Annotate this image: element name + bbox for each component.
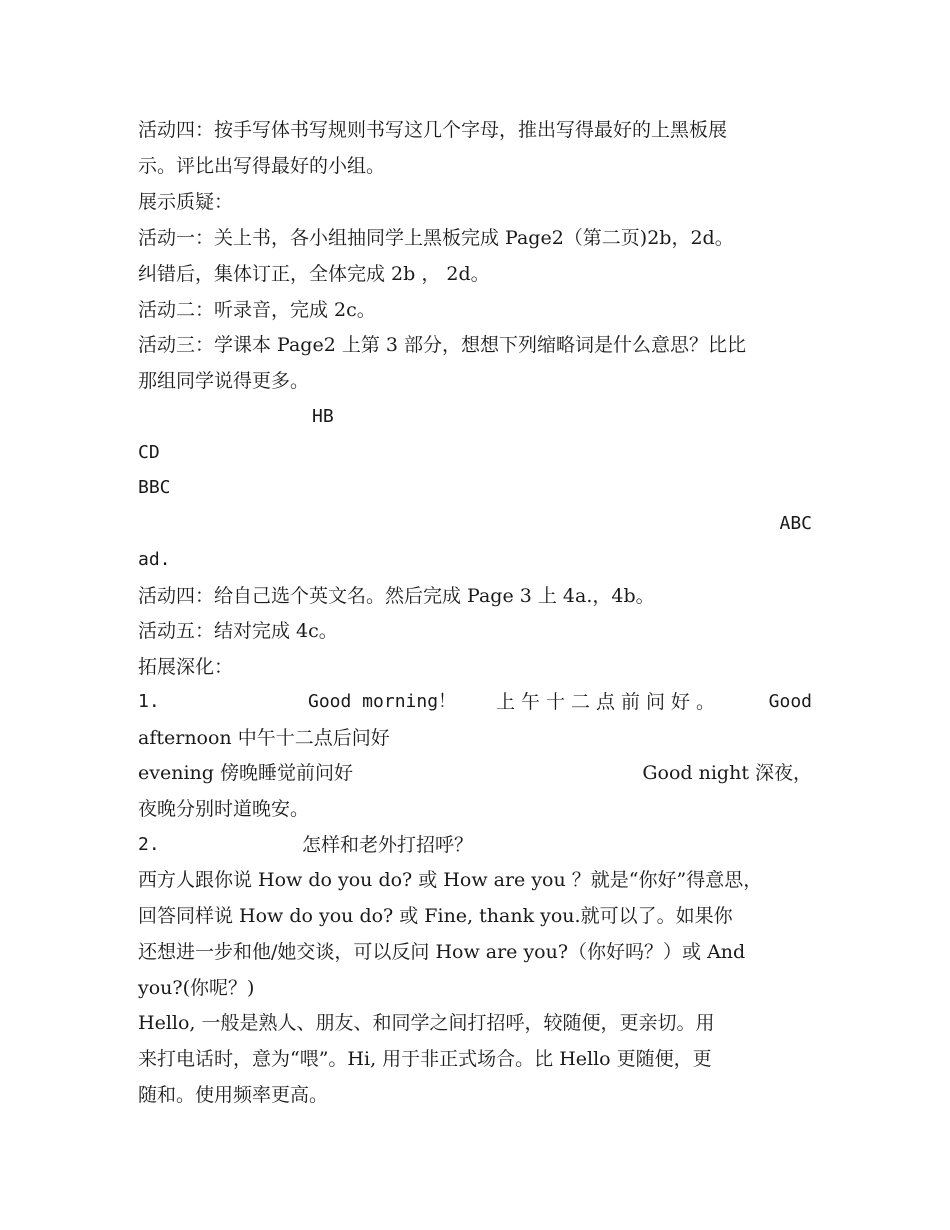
abbreviation-abc: ABC (779, 513, 812, 534)
activity-1-line-1: 活动一：关上书，各小组抽同学上黑板完成 Page2（第二页)2b，2d。 (138, 227, 734, 249)
abbreviation-bbc: BBC (138, 477, 171, 498)
activity-5-line: 活动五：结对完成 4c。 (138, 620, 338, 642)
point-number-1: 1. (138, 691, 160, 712)
hello-hi-line-1: Hello, 一般是熟人、朋友、和同学之间打招呼，较随便，更亲切。用 (138, 1012, 715, 1034)
good-morning-text: Good morning！ (308, 691, 457, 712)
greeting-point-2-line-1: 西方人跟你说 How do you do? 或 How are you ？就是“你好”得意思， (138, 869, 763, 891)
good-evening-text: evening 傍晚睡觉前问好 (138, 762, 353, 784)
activity-4-handwriting-line-1: 活动四：按手写体书写规则书写这几个字母，推出写得最好的上黑板展 (138, 119, 728, 141)
greeting-point-2-heading (138, 827, 812, 863)
hello-hi-line-2: 来打电话时，意为“喂”。Hi, 用于非正式场合。比 Hello 更随便，更 (138, 1048, 712, 1070)
abbreviation-ad: ad. (138, 549, 171, 570)
good-night-text: Good night 深夜， (642, 762, 812, 784)
activity-1-line-2: 纠错后，集体订正，全体完成 2b ， 2d。 (138, 263, 490, 285)
section-heading-display-questions: 展示质疑： (138, 191, 234, 213)
greeting-point-2-line-2: 回答同样说 How do you do? 或 Fine, thank you.就可以了。如果你 (138, 905, 733, 927)
greeting-point-1-line-3 (138, 755, 812, 791)
abbreviation-hb: HB (312, 406, 334, 427)
activity-3-line-1: 活动三：学课本 Page2 上第 3 部分，想想下列缩略词是什么意思？比比 (138, 334, 747, 356)
activity-4-handwriting-line-2: 示。评比出写得最好的小组。 (138, 155, 386, 177)
activity-2-line: 活动二：听录音，完成 2c。 (138, 299, 376, 321)
greeting-point-1-line-2: afternoon 中午十二点后问好 (138, 727, 390, 749)
before-noon-text: 上午十二点前问好。 (496, 691, 722, 713)
section-heading-extension: 拓展深化： (138, 656, 234, 678)
abbreviation-cd: CD (138, 442, 160, 463)
activity-3-line-2: 那组同学说得更多。 (138, 370, 310, 392)
greeting-point-2-line-3: 还想进一步和他/她交谈，可以反问 How are you?（你好吗？）或 And (138, 941, 746, 963)
greeting-point-1-line-1 (138, 684, 812, 720)
hello-hi-line-3: 随和。使用频率更高。 (138, 1084, 329, 1106)
good-text: Good (768, 691, 812, 712)
greeting-point-1-line-4: 夜晚分别时道晚安。 (138, 798, 310, 820)
activity-4-english-name-line: 活动四：给自己选个英文名。然后完成 Page 3 上 4a.，4b。 (138, 585, 655, 607)
point-number-2: 2. (138, 834, 160, 855)
greeting-point-2-line-4: you?(你呢？) (138, 977, 255, 999)
how-to-greet-foreigners-text: 怎样和老外打招呼？ (302, 834, 474, 856)
